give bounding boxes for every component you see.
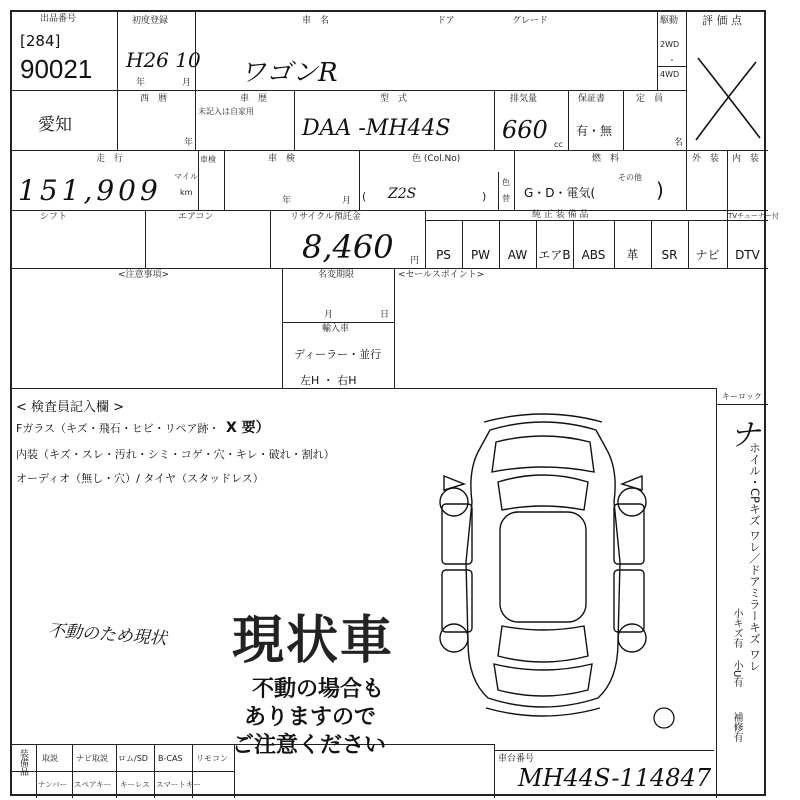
first-reg-month: 月 [182, 78, 192, 88]
item-keyless: キーレス [120, 780, 150, 789]
drive-line [657, 66, 686, 67]
dealer-label: ディーラー・並行 [294, 348, 382, 361]
col-divider [623, 90, 624, 150]
keylock-line [716, 404, 768, 405]
model-value: DAA -MH44S [302, 116, 451, 141]
lot-number: 90021 [20, 54, 93, 84]
warranty-label: 保証書 [578, 94, 606, 104]
equip-abs: ABS [581, 247, 606, 262]
equip-navi: ナビ [695, 248, 720, 262]
interior-label: 内 装 [732, 154, 760, 164]
import-label: 輸入車 [322, 324, 350, 334]
displacement-unit: cc [554, 140, 563, 149]
inspector-line2: 内装（キズ・スレ・汚れ・シミ・コゲ・穴・キレ・破れ・割れ） [16, 448, 335, 461]
equip-leather: 革 [626, 248, 639, 262]
car-name-value: ワゴンR [240, 58, 338, 88]
history-note: 未記入は自家用 [198, 107, 254, 116]
sales-point-label: <セールスポイント> [398, 270, 485, 280]
col-divider [72, 744, 73, 798]
item-remote: リモコン [196, 754, 228, 763]
fuel-other: その他 [618, 173, 642, 182]
inspector-line1-mark: X 要） [226, 420, 270, 436]
col-divider [294, 90, 295, 150]
row-divider [12, 150, 768, 151]
equip-airbag: エアB [538, 248, 571, 262]
col-divider [198, 150, 199, 210]
col-divider [154, 744, 155, 798]
row-divider [494, 750, 714, 751]
equip-aw: AW [507, 247, 528, 262]
meigi-month: 月 [324, 310, 334, 320]
fuel-close: ) [656, 178, 664, 202]
row-divider [12, 90, 686, 91]
col-divider [224, 150, 225, 210]
recycle-value: 8,460 [302, 228, 394, 266]
chassis-label: 車台番号 [498, 754, 535, 764]
inspector-title: < 検査員記入欄 > [16, 400, 125, 415]
stamp-line3: ご注意ください [232, 733, 387, 758]
vertical-note-2: 小キズ有 [731, 608, 742, 648]
displacement-label: 排気量 [510, 94, 538, 104]
handwritten-note: 不動のため現状 [47, 620, 168, 650]
area-value: 愛知 [38, 115, 72, 135]
row-divider [12, 210, 768, 211]
drive-dot: ・ [668, 56, 676, 65]
chassis-value: MH44S-114847 [518, 764, 712, 792]
drive-label: 駆動 [660, 16, 679, 26]
mile-unit: マイル [174, 172, 198, 181]
auction-inspection-sheet [10, 10, 779, 796]
warranty-value: 有・無 [576, 124, 613, 138]
col-divider [686, 12, 687, 210]
col-divider [727, 150, 728, 210]
keylock-value: ナ [730, 418, 760, 453]
shaken-year: 年 [282, 196, 292, 206]
item-spare-key: スペアキー [74, 780, 112, 789]
color-label: 色 (Col.No) [412, 154, 461, 164]
col-divider [716, 388, 717, 798]
model-label: 型 式 [380, 94, 408, 104]
color-open-paren: ( [362, 190, 367, 203]
capacity-label: 定 員 [636, 94, 664, 104]
keylock-label: キーロック [722, 392, 762, 401]
inspector-line3: オーディオ（無し・穴）/ タイヤ（スタッドレス） [16, 472, 264, 485]
item-navi-manual: ナビ取説 [76, 754, 108, 763]
tuner-label: TVチューナー付 [728, 212, 779, 220]
col-divider [36, 744, 37, 798]
lot-bracket: [284] [20, 32, 61, 50]
drive-4wd: 4WD [660, 70, 680, 79]
vertical-note-4: 補修有 [731, 712, 742, 742]
col-divider [282, 268, 283, 388]
stamp-main: 現状車 [232, 611, 395, 671]
car-name-label: 車 名 [302, 16, 330, 26]
door-label: ドア [437, 16, 455, 26]
item-manual: 取説 [42, 754, 58, 763]
inspector-line1: Fガラス（キズ・飛石・ヒビ・リペア跡・ [16, 422, 220, 435]
item-number-plate: ナンバー [38, 780, 68, 789]
shaken-short: 車検 [200, 155, 216, 164]
equipment-header-line [425, 220, 768, 221]
mileage-value: 151,909 [18, 174, 162, 207]
col-divider [568, 90, 569, 150]
west-year: 年 [184, 138, 194, 148]
lot-label: 出品番号 [40, 14, 77, 24]
col-divider [359, 150, 360, 210]
vertical-note-3: 小U有 [731, 660, 742, 688]
first-reg-value: H26 10 [126, 48, 201, 72]
shaken-month: 月 [342, 196, 352, 206]
history-label: 車 歴 [240, 94, 268, 104]
recycle-label: リサイクル預託金 [290, 212, 361, 222]
equip-pw: PW [470, 247, 491, 262]
equip-sr: SR [661, 247, 678, 262]
stamp-line2: ありますので [244, 705, 377, 730]
first-reg-label: 初度登録 [132, 16, 169, 26]
vertical-note-1: ホイル・CPキズ ワレ／ドアミラーキズ ワレ [748, 442, 762, 672]
meigi-day: 日 [380, 310, 390, 320]
color-close-paren: ) [482, 190, 487, 203]
col-divider [498, 172, 499, 210]
item-bcas: B-CAS [158, 754, 183, 763]
col-divider [494, 744, 495, 798]
shift-label: シフト [40, 212, 68, 222]
score-label: 評 価 点 [702, 14, 742, 27]
item-rom-sd: ロム/SD [118, 754, 148, 763]
recycle-unit: 円 [410, 256, 420, 266]
col-divider [394, 268, 395, 388]
row-divider [12, 388, 716, 389]
col-divider [145, 210, 146, 268]
west-label: 西 暦 [140, 94, 168, 104]
first-reg-year: 年 [136, 78, 146, 88]
col-divider [116, 744, 117, 798]
col-divider [270, 210, 271, 268]
score-cross-mark [692, 52, 764, 144]
col-divider [514, 150, 515, 210]
spare-wheel-icon [652, 706, 676, 730]
fuel-label: 燃 料 [592, 154, 620, 164]
handle-label: 左H ・ 右H [300, 374, 357, 387]
equip-dtv: DTV [735, 247, 760, 262]
displacement-value: 660 [502, 116, 548, 144]
aircon-label: エアコン [178, 212, 214, 222]
col-divider [117, 12, 118, 150]
drive-2wd: 2WD [660, 40, 680, 49]
meigi-label: 名変期限 [318, 270, 355, 280]
col-divider [195, 90, 196, 150]
meigi-divider [282, 322, 394, 323]
col-divider [494, 90, 495, 150]
shaken-label: 車 検 [268, 154, 296, 164]
grade-label: グレード [512, 16, 549, 26]
km-unit: km [180, 188, 193, 197]
capacity-unit: 名 [674, 138, 684, 148]
footer-row-line [12, 771, 234, 772]
color-value: Z2S [388, 186, 417, 202]
equip-label: 装備品 [18, 749, 28, 776]
exterior-label: 外 装 [692, 154, 720, 164]
mileage-label: 走 行 [96, 154, 124, 164]
stamp-line1: 不動の場合も [252, 677, 385, 702]
equip-ps: PS [436, 247, 451, 262]
col-divider [657, 12, 658, 90]
item-smart-key: スマートキー [156, 780, 201, 789]
equipment-label: 純 正 装 備 品 [532, 210, 589, 220]
color-change-1: 色 [502, 178, 510, 187]
color-change-2: 替 [502, 194, 510, 203]
fuel-options: G・D・電気( [524, 186, 596, 200]
car-diagram [428, 412, 658, 724]
notes-label: <注意事項> [118, 270, 170, 280]
